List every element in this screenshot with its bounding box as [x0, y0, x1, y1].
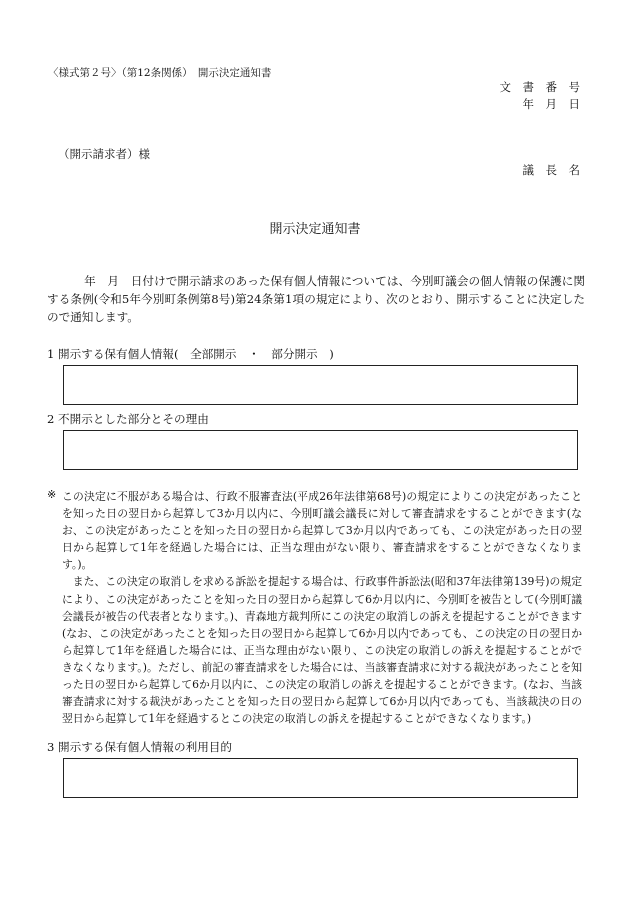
body-paragraph: 年 月 日付けで開示請求のあった保有個人情報については、今別町議会の個人情報の保護に関する条例(令和5年今別町条例第8号)第24条第1項の規定により、次のとおり、開示することに決定したので通知します。 [47, 274, 585, 324]
section-3-field[interactable] [63, 758, 578, 798]
document-number-label: 文 書 番 号 [499, 80, 580, 94]
form-id: 〈様式第２号〉（第12条関係） 開示決定通知書 [48, 67, 272, 79]
section-1-label: 1 開示する保有個人情報( 全部開示 ・ 部分開示 ) [47, 347, 334, 361]
section-1-field[interactable] [63, 365, 578, 405]
appeal-notice-para-2: また、この決定の取消しを求める訴訟を提起する場合は、行政事件訴訟法(昭和37年法律第139号)の規定により、この決定があったことを知った日の翌日から起算して6か月以内に、今別町を被告として(今別町議会議長が被告の代表者となります。)、青森地方裁判所にこの決定の取消しの訴えを提起することができます(なお、この決定があったことを知った日の翌日から起算して6か月以内であっても、この決定の日の翌日から起算して1年を経過した場合には、正当な理由がない限り、この決定の取消しの訴えを提起することができなくなります。)。ただし、前記の審査請求をした場合には、当該審査請求に対する裁決があったことを知った日の翌日から起算して6か月以内に、この決定の取消しの訴えを提起することができます。(なお、当該審査請求に対する裁決があったことを知った日の翌日から起算して6か月以内であっても、当該裁決の日の翌日から起算して1年を経過するとこの決定の取消しの訴えを提起することができなくなります。) [62, 575, 582, 726]
date-label: 年 月 日 [522, 97, 580, 111]
document-title: 開示決定通知書 [269, 222, 361, 237]
appeal-notice-para-1: この決定に不服がある場合は、行政不服審査法(平成26年法律第68号)の規定によりこの決定があったことを知った日の翌日から起算して3か月以内に、今別町議会議長に対して審査請求をすることができます(なお、この決定があったことを知った日の翌日から起算して3か月以内であっても、この決定があった日の翌日から起算して1年を経過した場合には、正当な理由がない限り、審査請求をすることができなくなります。)。 [62, 490, 582, 572]
note-mark: ※ [47, 488, 57, 501]
recipient-name: （開示請求者）様 [58, 147, 150, 161]
appeal-notice [62, 488, 582, 727]
section-3-label: 3 開示する保有個人情報の利用目的 [47, 740, 232, 754]
section-2-label: 2 不開示とした部分とその理由 [47, 412, 209, 426]
section-2-field[interactable] [63, 430, 578, 470]
sender-name: 議 長 名 [522, 163, 580, 177]
